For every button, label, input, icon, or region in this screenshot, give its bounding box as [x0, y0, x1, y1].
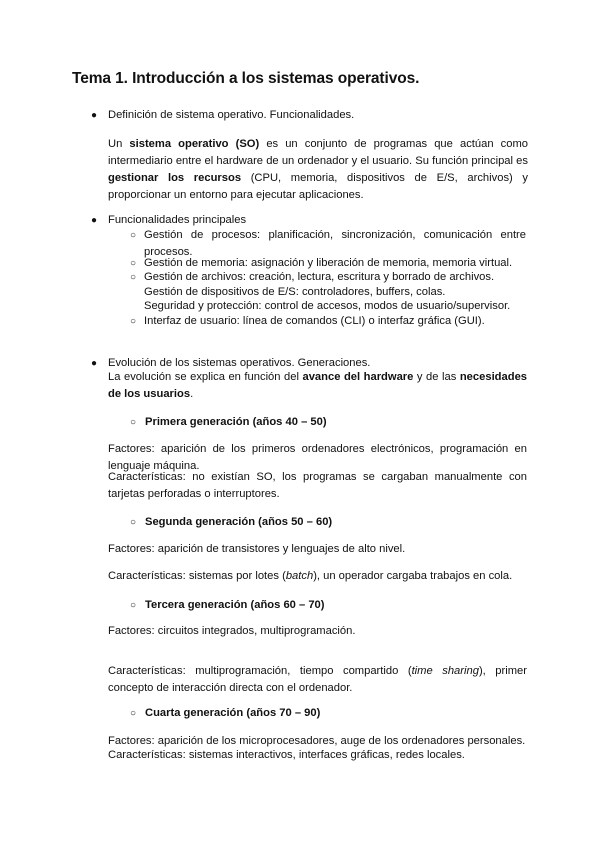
functionality-processes-line-1: Gestión de procesos: planificación, sincronización, comunicación entre — [144, 229, 526, 241]
gen3-characteristics-line-1: Características: multiprogramación, tiempo compartido (time sharing), primer — [108, 665, 527, 677]
definition-line-2: intermediario entre el hardware de un ordenador y el usuario. Su función principal es — [108, 155, 528, 167]
gen4-heading: Cuarta generación (años 70 – 90) — [145, 707, 321, 719]
gen1-characteristics — [108, 469, 527, 503]
bullet-icon: ● — [91, 358, 98, 369]
gen2-factors: Factores: aparición de transistores y lenguajes de alto nivel. — [108, 543, 406, 555]
bullet-icon: ● — [91, 215, 98, 226]
evolution-paragraph — [108, 369, 527, 403]
functionality-security: Seguridad y protección: control de accesos, modos de usuario/supervisor. — [144, 300, 511, 312]
sub-bullet-icon: ○ — [130, 600, 137, 611]
sub-bullet-icon: ○ — [130, 708, 137, 719]
gen1-characteristics-line-2: tarjetas perforadas o interruptores. — [108, 488, 280, 500]
definition-paragraph — [108, 136, 528, 204]
functionality-user-interface: Interfaz de usuario: línea de comandos (CLI) o interfaz gráfica (GUI). — [144, 315, 485, 327]
gen3-factors: Factores: circuitos integrados, multiprogramación. — [108, 625, 356, 637]
functionality-processes-line-2: procesos. — [144, 246, 193, 258]
gen3-characteristics — [108, 663, 527, 697]
section-definition-heading: Definición de sistema operativo. Funcionalidades. — [108, 109, 355, 121]
section-evolution-heading: Evolución de los sistemas operativos. Generaciones. — [108, 357, 371, 369]
definition-line-4: proporcionar un entorno para ejecutar aplicaciones. — [108, 189, 364, 201]
gen4-characteristics: Características: sistemas interactivos, interfaces gráficas, redes locales. — [108, 749, 465, 761]
gen1-factors-line-2: lenguaje máquina. — [108, 460, 200, 472]
gen2-heading: Segunda generación (años 50 – 60) — [145, 516, 333, 528]
gen4-factors: Factores: aparición de los microprocesadores, auge de los ordenadores personales. — [108, 735, 526, 747]
definition-line-1: Un sistema operativo (SO) es un conjunto de programas que actúan como — [108, 138, 528, 150]
functionality-devices: Gestión de dispositivos de E/S: controladores, buffers, colas. — [144, 286, 446, 298]
gen3-heading: Tercera generación (años 60 – 70) — [145, 599, 325, 611]
gen3-characteristics-line-2: concepto de interacción directa con el ordenador. — [108, 682, 353, 694]
definition-line-3: gestionar los recursos (CPU, memoria, dispositivos de E/S, archivos) y — [108, 172, 528, 184]
sub-bullet-icon: ○ — [130, 258, 137, 269]
gen1-characteristics-line-1: Características: no existían SO, los programas se cargaban manualmente con — [108, 471, 527, 483]
section-functionalities-heading: Funcionalidades principales — [108, 214, 247, 226]
sub-bullet-icon: ○ — [130, 517, 137, 528]
evolution-line-2: de los usuarios. — [108, 388, 194, 400]
gen2-characteristics: Características: sistemas por lotes (batch), un operador cargaba trabajos en cola. — [108, 570, 513, 582]
functionality-memory: Gestión de memoria: asignación y liberación de memoria, memoria virtual. — [144, 257, 513, 269]
evolution-line-1: La evolución se explica en función del avance del hardware y de las necesidades — [108, 371, 528, 383]
sub-bullet-icon: ○ — [130, 417, 137, 428]
document-title: Tema 1. Introducción a los sistemas operativos. — [72, 70, 420, 87]
bullet-icon: ● — [91, 110, 98, 121]
sub-bullet-icon: ○ — [130, 316, 137, 327]
functionality-files: Gestión de archivos: creación, lectura, escritura y borrado de archivos. — [144, 271, 495, 283]
gen1-heading: Primera generación (años 40 – 50) — [145, 416, 327, 428]
gen1-factors-line-1: Factores: aparición de los primeros ordenadores electrónicos, programación en — [108, 443, 527, 455]
sub-bullet-icon: ○ — [130, 272, 137, 283]
sub-bullet-icon: ○ — [130, 230, 137, 241]
